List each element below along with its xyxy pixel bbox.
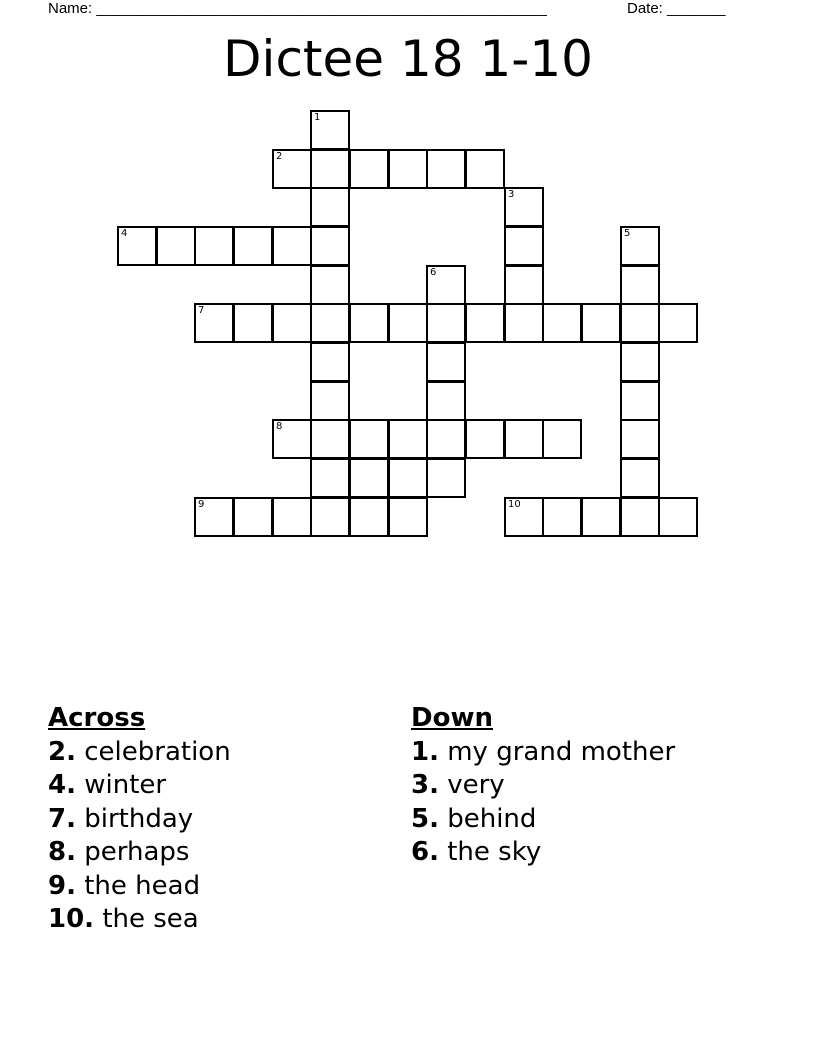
crossword-cell[interactable]: [388, 497, 428, 537]
crossword-cell[interactable]: [426, 149, 466, 189]
clue-text: winter: [75, 770, 167, 800]
crossword-cell[interactable]: [388, 458, 428, 498]
crossword-cell[interactable]: [465, 149, 505, 189]
clue-list: [48, 736, 231, 937]
crossword-cell[interactable]: [620, 303, 660, 343]
crossword-cell[interactable]: [272, 303, 312, 343]
crossword-cell[interactable]: [388, 149, 428, 189]
down-clues: [411, 702, 675, 870]
clue-number: 8.: [48, 837, 76, 867]
crossword-cell[interactable]: [310, 303, 350, 343]
crossword-cell[interactable]: [504, 226, 544, 266]
clue-text: very: [438, 770, 505, 800]
clue-item: [411, 836, 675, 870]
crossword-cell[interactable]: [504, 497, 544, 537]
crossword-cell[interactable]: [310, 149, 350, 189]
crossword-cell[interactable]: [272, 149, 312, 189]
clue-number: 7: [198, 305, 205, 316]
crossword-cell[interactable]: [310, 226, 350, 266]
crossword-cell[interactable]: [658, 497, 698, 537]
crossword-cell[interactable]: [349, 419, 389, 459]
clue-number: 9.: [48, 870, 76, 901]
crossword-cell[interactable]: [388, 303, 428, 343]
clue-item: [48, 870, 231, 904]
crossword-cell[interactable]: [272, 226, 312, 266]
crossword-cell[interactable]: [194, 303, 234, 343]
crossword-cell[interactable]: [620, 342, 660, 382]
crossword-cell[interactable]: [620, 419, 660, 459]
crossword-cell[interactable]: [426, 265, 466, 305]
crossword-cell[interactable]: [310, 342, 350, 382]
clue-number: 1.: [411, 736, 439, 767]
crossword-cell[interactable]: [581, 497, 621, 537]
crossword-cell[interactable]: [581, 303, 621, 343]
crossword-cell[interactable]: [388, 419, 428, 459]
crossword-cell[interactable]: [310, 187, 350, 227]
crossword-cell[interactable]: [620, 497, 660, 537]
clue-number: 3.: [411, 770, 439, 800]
crossword-cell[interactable]: [542, 303, 582, 343]
clue-number: 3: [508, 189, 515, 200]
clue-item: [48, 736, 231, 770]
clue-number: 10.: [48, 904, 95, 934]
crossword-cell[interactable]: [349, 497, 389, 537]
crossword-cell[interactable]: [194, 226, 234, 266]
crossword-cell[interactable]: [504, 303, 544, 343]
clue-number: 1: [314, 112, 321, 123]
crossword-cell[interactable]: [117, 226, 157, 266]
clue-number: 6: [430, 267, 437, 278]
crossword-cell[interactable]: [233, 497, 273, 537]
crossword-cell[interactable]: [272, 419, 312, 459]
clue-list: [411, 736, 675, 870]
down-heading: Down: [411, 703, 493, 733]
crossword-cell[interactable]: [310, 419, 350, 459]
clue-number: 4.: [48, 770, 76, 800]
crossword-cell[interactable]: [542, 497, 582, 537]
crossword-cell[interactable]: [620, 458, 660, 498]
crossword-cell[interactable]: [310, 458, 350, 498]
crossword-cell[interactable]: [310, 265, 350, 305]
across-clues: [48, 702, 231, 937]
crossword-cell[interactable]: [426, 458, 466, 498]
clue-item: [48, 803, 231, 837]
crossword-cell[interactable]: [426, 342, 466, 382]
clue-number: 5.: [411, 803, 439, 834]
page-title: Dictee 18 1-10: [223, 30, 593, 88]
crossword-cell[interactable]: [504, 187, 544, 227]
crossword-cell[interactable]: [310, 381, 350, 421]
clue-number: 2.: [48, 736, 76, 767]
clue-number: 4: [121, 228, 128, 239]
crossword-cell[interactable]: [504, 419, 544, 459]
clue-text: the sky: [438, 837, 542, 867]
clue-text: behind: [438, 803, 537, 834]
clue-item: [48, 836, 231, 870]
date-field[interactable]: Date: _______: [627, 0, 726, 17]
crossword-cell[interactable]: [542, 419, 582, 459]
clue-item: [411, 736, 675, 770]
clue-number: 9: [198, 499, 205, 510]
crossword-cell[interactable]: [426, 419, 466, 459]
crossword-cell[interactable]: [233, 303, 273, 343]
clue-text: birthday: [75, 803, 194, 834]
clue-text: the head: [75, 870, 201, 901]
crossword-cell[interactable]: [426, 381, 466, 421]
clue-number: 10: [508, 499, 521, 510]
clue-item: [48, 903, 231, 937]
clue-number: 8: [276, 421, 283, 432]
clue-text: the sea: [94, 904, 199, 934]
clue-text: perhaps: [75, 837, 190, 867]
crossword-cell[interactable]: [658, 303, 698, 343]
crossword-cell[interactable]: [620, 381, 660, 421]
crossword-cell[interactable]: [465, 303, 505, 343]
crossword-cell[interactable]: [426, 303, 466, 343]
crossword-cell[interactable]: [620, 226, 660, 266]
crossword-cell[interactable]: [465, 419, 505, 459]
clue-number: 6.: [411, 837, 439, 867]
crossword-cell[interactable]: [156, 226, 196, 266]
crossword-cell[interactable]: [349, 458, 389, 498]
crossword-cell[interactable]: [310, 497, 350, 537]
crossword-cell[interactable]: [233, 226, 273, 266]
clue-item: [48, 769, 231, 803]
name-field[interactable]: Name: ______________________________________________________: [48, 0, 547, 17]
crossword-cell[interactable]: [310, 110, 350, 150]
clue-item: [411, 769, 675, 803]
clue-number: 7.: [48, 803, 76, 834]
clue-text: my grand mother: [438, 736, 676, 767]
crossword-cell[interactable]: [504, 265, 544, 305]
crossword-cell[interactable]: [349, 303, 389, 343]
crossword-cell[interactable]: [272, 497, 312, 537]
crossword-cell[interactable]: [349, 149, 389, 189]
crossword-cell[interactable]: [620, 265, 660, 305]
across-heading: Across: [48, 703, 146, 733]
clue-number: 5: [624, 228, 631, 239]
clue-number: 2: [276, 151, 283, 162]
crossword-cell[interactable]: [194, 497, 234, 537]
clue-item: [411, 803, 675, 837]
clue-text: celebration: [75, 736, 231, 767]
